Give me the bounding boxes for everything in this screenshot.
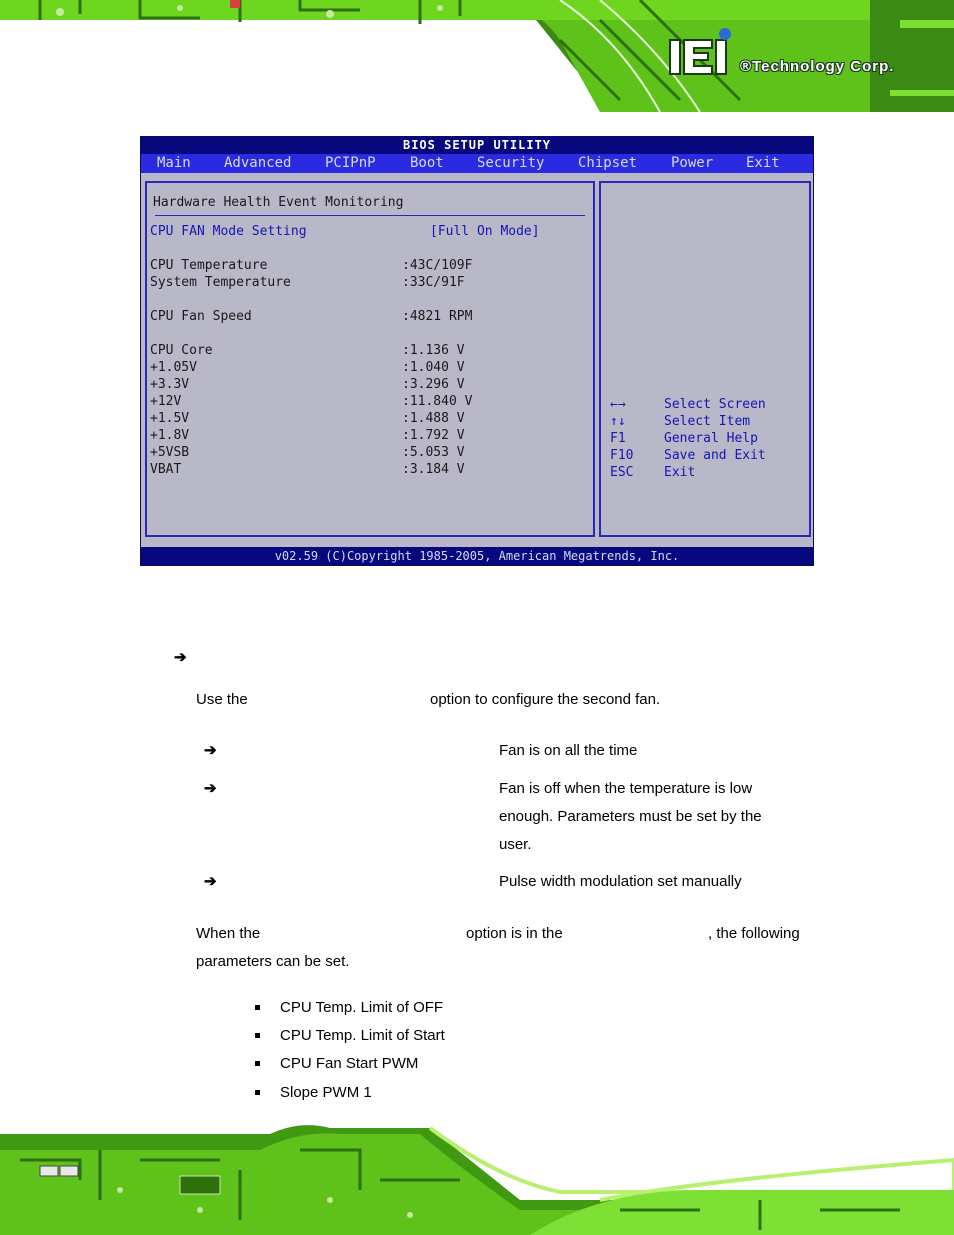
page-header xyxy=(0,0,954,112)
row-value: :1.136 V xyxy=(402,343,465,358)
row-label: CPU Temperature xyxy=(150,258,268,273)
option-desc: Pulse width modulation set manually xyxy=(499,873,742,890)
row-value: :3.184 V xyxy=(402,462,465,477)
row-value: :1.040 V xyxy=(402,360,465,375)
help-key: ←→ xyxy=(610,397,626,412)
row-value: :3.296 V xyxy=(402,377,465,392)
option-is-in-text: option is in the xyxy=(466,925,563,942)
page-footer xyxy=(0,1120,954,1235)
list-item: CPU Fan Start PWM xyxy=(280,1055,419,1072)
help-desc: Select Screen xyxy=(664,397,766,412)
help-desc: Select Item xyxy=(664,414,751,429)
tab-pcipnp[interactable]: PCIPnP xyxy=(325,155,376,171)
bios-help-panel xyxy=(599,181,811,537)
circuit-banner-bottom xyxy=(0,1120,954,1235)
row-value: :1.792 V xyxy=(402,428,465,443)
row-label: CPU Fan Speed xyxy=(150,309,252,324)
help-desc: Exit xyxy=(664,465,696,480)
bullet-icon xyxy=(255,1033,260,1038)
fan-mode-label[interactable]: CPU FAN Mode Setting xyxy=(150,224,307,239)
row-label: System Temperature xyxy=(150,275,291,290)
bios-main-panel xyxy=(145,181,595,537)
bios-title: BIOS SETUP UTILITY xyxy=(141,137,813,154)
help-key: F10 xyxy=(610,448,634,463)
list-item: CPU Temp. Limit of Start xyxy=(280,1027,445,1044)
row-value: :11.840 V xyxy=(402,394,473,409)
bios-screenshot xyxy=(140,136,814,566)
intro-use-text: Use the xyxy=(196,691,248,708)
tab-exit[interactable]: Exit xyxy=(746,155,780,171)
row-value: :43C/109F xyxy=(402,258,473,273)
row-label: VBAT xyxy=(150,462,182,477)
row-label: CPU Core xyxy=(150,343,213,358)
fan-mode-value[interactable]: [Full On Mode] xyxy=(430,224,540,239)
help-desc: General Help xyxy=(664,431,758,446)
option-desc-line: Fan is off when the temperature is low xyxy=(499,780,753,797)
help-desc: Save and Exit xyxy=(664,448,766,463)
when-the-text: When the xyxy=(196,925,261,942)
row-label: +5VSB xyxy=(150,445,190,460)
row-value: :4821 RPM xyxy=(402,309,473,324)
row-label: +1.05V xyxy=(150,360,197,375)
iei-logo xyxy=(668,26,738,76)
params-text: parameters can be set. xyxy=(196,953,350,970)
row-value: :5.053 V xyxy=(402,445,465,460)
row-label: +1.8V xyxy=(150,428,190,443)
list-item: CPU Temp. Limit of OFF xyxy=(280,999,444,1016)
bullet-icon xyxy=(255,1090,260,1095)
following-text: , the following xyxy=(708,925,800,942)
row-label: +12V xyxy=(150,394,182,409)
row-label: +3.3V xyxy=(150,377,190,392)
arrow-icon: ➔ xyxy=(204,742,217,759)
option-desc-line: enough. Parameters must be set by the xyxy=(499,808,762,825)
arrow-icon: ➔ xyxy=(174,649,187,666)
tab-advanced[interactable]: Advanced xyxy=(224,155,292,171)
help-key: ESC xyxy=(610,465,634,480)
help-key: ↑↓ xyxy=(610,414,626,429)
company-name: ®Technology Corp. xyxy=(740,58,895,75)
tab-boot[interactable]: Boot xyxy=(410,155,444,171)
bullet-icon xyxy=(255,1005,260,1010)
arrow-icon: ➔ xyxy=(204,873,217,890)
intro-rest-text: option to configure the second fan. xyxy=(430,691,661,708)
section-title: Hardware Health Event Monitoring xyxy=(153,195,404,210)
section-divider xyxy=(155,215,585,216)
row-label: +1.5V xyxy=(150,411,190,426)
tab-power[interactable]: Power xyxy=(671,155,714,171)
bios-menu-bar xyxy=(141,154,813,173)
tab-main[interactable]: Main xyxy=(157,155,191,171)
option-desc: Fan is on all the time xyxy=(499,742,638,759)
bullet-icon xyxy=(255,1061,260,1066)
circuit-banner-top xyxy=(0,0,954,112)
tab-chipset[interactable]: Chipset xyxy=(578,155,638,171)
help-key: F1 xyxy=(610,431,626,446)
row-value: :33C/91F xyxy=(402,275,465,290)
list-item: Slope PWM 1 xyxy=(280,1084,372,1101)
row-value: :1.488 V xyxy=(402,411,465,426)
option-desc-line: user. xyxy=(499,836,532,853)
bios-footer: v02.59 (C)Copyright 1985-2005, American Megatrends, Inc. xyxy=(141,547,813,565)
arrow-icon: ➔ xyxy=(204,780,217,797)
tab-security[interactable]: Security xyxy=(477,155,545,171)
